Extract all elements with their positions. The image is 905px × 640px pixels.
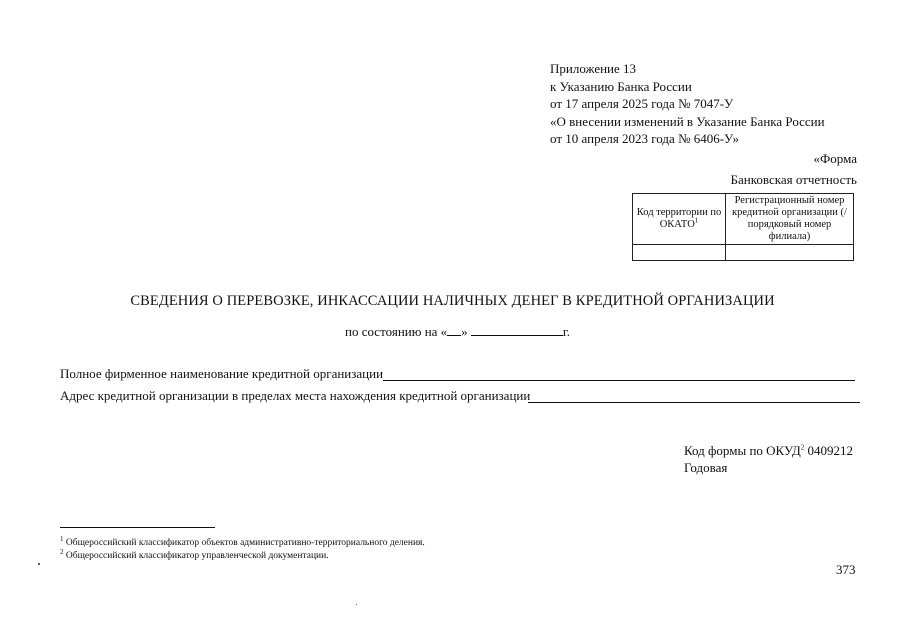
okato-footnote-mark: 1 bbox=[694, 216, 699, 225]
okud-block bbox=[684, 442, 853, 476]
okud-prefix: Код формы по ОКУД bbox=[684, 443, 801, 458]
footnote-1-text: Общероссийский классификатор объектов административно-территориального деления. bbox=[65, 538, 425, 548]
as-of-prefix: по состоянию на « bbox=[345, 324, 448, 339]
page-number: 373 bbox=[836, 562, 856, 577]
okud-footnote-mark: 2 bbox=[800, 443, 805, 452]
appendix-line-4: «О внесении изменений в Указание Банка России bbox=[550, 113, 825, 129]
footnote-2-mark: 2 bbox=[60, 547, 64, 556]
address-row bbox=[60, 388, 860, 404]
footnote-1-mark: 1 bbox=[60, 534, 64, 543]
appendix-line-5: от 10 апреля 2023 года № 6406-У» bbox=[550, 131, 739, 146]
scan-speck bbox=[356, 604, 357, 605]
document-title: СВЕДЕНИЯ О ПЕРЕВОЗКЕ, ИНКАССАЦИИ НАЛИЧНЫХ ДЕНЕГ В КРЕДИТНОЙ ОРГАНИЗАЦИИ bbox=[130, 293, 775, 309]
address-blank[interactable] bbox=[528, 402, 860, 403]
okato-header-text: Код территории по ОКАТО bbox=[636, 207, 722, 230]
reg-number-value-cell[interactable] bbox=[726, 245, 854, 261]
footnote-2 bbox=[60, 547, 329, 561]
full-name-label: Полное фирменное наименование кредитной организации bbox=[60, 366, 384, 381]
okud-code: 0409212 bbox=[807, 443, 853, 458]
scan-speck bbox=[38, 563, 40, 565]
okato-value-cell[interactable] bbox=[633, 245, 726, 261]
as-of-date-line bbox=[345, 323, 570, 340]
bank-reporting-label: Банковская отчетность bbox=[730, 172, 857, 187]
periodicity: Годовая bbox=[684, 460, 728, 475]
day-close-quote: » bbox=[461, 324, 468, 339]
footnote-1 bbox=[60, 534, 425, 548]
month-year-blank[interactable] bbox=[471, 323, 563, 336]
appendix-line-1: Приложение 13 bbox=[550, 61, 637, 76]
footnote-divider bbox=[60, 527, 215, 528]
full-name-row bbox=[60, 366, 855, 382]
code-table bbox=[632, 193, 854, 261]
form-label: «Форма bbox=[813, 151, 857, 166]
day-blank[interactable] bbox=[447, 323, 461, 336]
appendix-line-3: от 17 апреля 2025 года № 7047-У bbox=[550, 96, 734, 111]
appendix-header bbox=[550, 60, 825, 148]
footnote-2-text: Общероссийский классификатор управленческой документации. bbox=[65, 551, 329, 561]
code-table-header-row bbox=[633, 194, 854, 245]
appendix-line-2: к Указанию Банка России bbox=[550, 78, 692, 94]
year-suffix: г. bbox=[562, 324, 571, 339]
code-table-value-row bbox=[633, 245, 854, 261]
full-name-blank[interactable] bbox=[383, 380, 855, 381]
address-label: Адрес кредитной организации в пределах места нахождения кредитной организации bbox=[60, 388, 531, 403]
okato-header bbox=[633, 194, 726, 245]
reg-number-header: Регистрационный номер кредитной организации (/ порядковый номер филиала) bbox=[726, 194, 854, 245]
